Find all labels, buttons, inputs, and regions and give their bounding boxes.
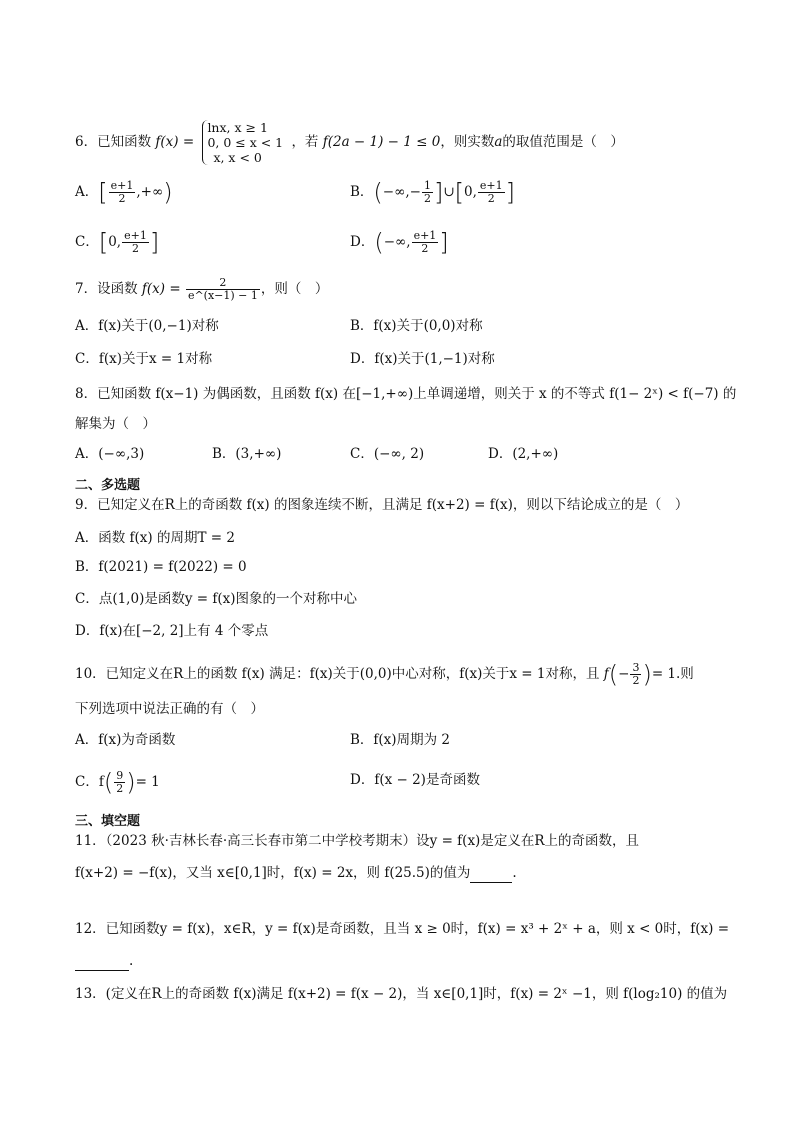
question-7-stem (75, 277, 328, 302)
q10-option-b: B．f(x)周期为 2 (350, 732, 450, 748)
section-fill-in-heading: 三、填空题 (75, 814, 141, 829)
q8-option-c: C．(−∞, 2) (350, 446, 425, 462)
q8-stem-line-2: 解集为（ ） (75, 416, 156, 432)
q11-stem-line-2 (75, 864, 517, 883)
q10-den: 2 (632, 674, 640, 687)
q9-stem: 9．已知定义在R上的奇函数 f(x) 的图象连续不断，且满足 f(x+2) = f(x)，则以下结论成立的是（ ） (75, 497, 689, 513)
q13-stem-line-1: 13．(定义在R上的奇函数 f(x)满足 f(x+2) = f(x − 2)，当 x∈[0,1]时，f(x) = 2ˣ −1，则 f(log₂10) 的值为 (75, 986, 728, 1002)
q6-stem-a: 已知函数 (97, 134, 152, 150)
bracket-icon: ] (439, 228, 449, 257)
q6-option-d: D．(−∞, $\frac{e+1}{2}$ ] (350, 228, 449, 257)
q12-end: . (129, 953, 134, 969)
q6-stem-c: ，则实数 (440, 134, 495, 150)
q8-option-a: A．(−∞,3) (75, 446, 145, 462)
q6-piece-1: lnx, x ≥ 1 (207, 120, 268, 135)
q6-b-fraction-1 (422, 180, 433, 205)
q11-answer-blank[interactable] (470, 864, 512, 883)
q11-line2-text: f(x+2) = −f(x)，又当 x∈[0,1]时，f(x) = 2x，则 f(25.5)的值为 (75, 865, 471, 881)
q10-stem-line-1: 10．已知定义在R上的函数 f(x) 满足：f(x)关于(0,0)中心对称，f(x)关于x = 1对称，且 f(− $\frac{3}{2}$ )= 1.则 (75, 660, 694, 689)
bracket-icon: ] (149, 228, 160, 257)
q9-option-a: A．函数 f(x) 的周期T = 2 (75, 530, 235, 546)
q6-number: 6． (75, 134, 98, 150)
q6-option-b: B．(−∞,− $\frac{1}{2}$ ]∪[0, $\frac{e+1}{2}$ ] (350, 178, 516, 207)
q10-stem-line-2: 下列选项中说法正确的有（ ） (75, 701, 264, 717)
q11-end: . (512, 865, 517, 881)
q10-c-label: C．f (75, 774, 104, 790)
q10-c-fraction (114, 770, 125, 795)
paren-icon: ( (373, 178, 383, 207)
paren-icon: ( (374, 228, 384, 257)
question-6-stem (75, 120, 624, 165)
q10-c-num: 9 (116, 769, 124, 782)
q10-num: 3 (632, 661, 640, 674)
q6-c-num: e+1 (124, 229, 147, 242)
q10-stem-a: 10．已知定义在R上的函数 f(x) 满足：f(x)关于(0,0)中心对称，f(x)关于x = 1对称，且 (75, 666, 600, 682)
q7-number: 7． (75, 281, 98, 297)
q6-c-fraction (122, 230, 149, 255)
q6-piece-2: 0, 0 ≤ x < 1 (207, 135, 284, 150)
q6-condition: f(2a − 1) − 1 ≤ 0 (322, 134, 441, 150)
q9-option-b: B．f(2021) = f(2022) = 0 (75, 559, 247, 575)
q6-b-den2: 2 (487, 192, 495, 205)
q6-c-den: 2 (131, 242, 139, 255)
q11-stem-line-1: 11．（2023 秋·吉林长春·高三长春市第二中学校考期末）设y = f(x)是定义在R上的奇函数，且 (75, 833, 639, 849)
q6-b-fraction-2 (478, 180, 505, 205)
paren-icon: ) (126, 768, 136, 797)
q7-stem-b: ，则（ ） (260, 281, 329, 297)
q12-stem-line-2 (75, 952, 133, 971)
q6-a-den: 2 (118, 192, 126, 205)
q6-b-den1: 2 (423, 192, 431, 205)
q6-function-name: f(x) = (155, 134, 195, 150)
q6-b-head: −∞,− (382, 184, 421, 200)
q12-answer-blank[interactable] (75, 952, 129, 971)
q7-option-d: D．f(x)关于(1,−1)对称 (350, 351, 495, 367)
q7-option-a: A．f(x)关于(0,−1)对称 (75, 318, 219, 334)
q6-d-den: 2 (421, 242, 429, 255)
q7-option-b: B．f(x)关于(0,0)对称 (350, 318, 483, 334)
paren-icon: ) (163, 178, 173, 207)
q7-option-c: C．f(x)关于x = 1对称 (75, 351, 213, 367)
q6-a-num: e+1 (110, 179, 134, 192)
q7-num: 2 (186, 277, 260, 290)
q6-a-fraction (109, 180, 136, 205)
paren-icon: ) (642, 660, 652, 689)
q6-option-a-label: A． (75, 184, 99, 200)
bracket-icon: [ (98, 228, 109, 257)
q6-a-tail: ,+∞ (136, 184, 164, 200)
q10-c-tail: = 1 (135, 774, 160, 790)
q9-option-d: D．f(x)在[−2, 2]上有 4 个零点 (75, 623, 269, 639)
bracket-icon: ] (505, 178, 516, 207)
q12-stem-line-1: 12．已知函数y = f(x)，x∈R，y = f(x)是奇函数，且当 x ≥ 0时，f(x) = x³ + 2ˣ + a，则 x < 0时，f(x) = (75, 921, 730, 937)
q6-piece-3: x, x < 0 (213, 150, 262, 165)
q10-f: f (603, 666, 609, 682)
q6-option-b-label: B． (350, 184, 374, 200)
q10-c-den: 2 (116, 782, 124, 795)
q6-b-union: ∪ (443, 184, 455, 200)
q7-stem-a: 设函数 (97, 281, 138, 297)
paren-icon: ( (103, 768, 114, 797)
q6-option-a (75, 180, 173, 205)
q6-b-num2: e+1 (479, 179, 503, 192)
q10-option-a: A．f(x)为奇函数 (75, 732, 176, 748)
q8-option-d: D．(2,+∞) (488, 446, 559, 462)
q8-stem-line-1: 8．已知函数 f(x−1) 为偶函数，且函数 f(x) 在[−1,+∞)上单调递增，则关于 x 的不等式 f(1− 2ˣ) < f(−7) 的 (75, 386, 737, 402)
q6-stem-b: ，若 (291, 134, 319, 150)
q9-option-c: C．点(1,0)是函数y = f(x)图象的一个对称中心 (75, 591, 357, 607)
bracket-icon: [ (454, 178, 465, 207)
q6-d-num: e+1 (413, 229, 437, 242)
q7-function-name: f(x) = (141, 281, 181, 297)
q6-option-c-label: C． (75, 234, 99, 250)
q10-fraction (630, 662, 641, 687)
paren-icon: ( (608, 660, 619, 689)
q6-piecewise (202, 120, 283, 165)
q6-option-d-label: D． (350, 234, 375, 250)
q6-stem-d: 的取值范围是（ ） (502, 134, 624, 150)
bracket-icon: [ (98, 178, 108, 207)
q7-den: e^(x−1) − 1 (187, 289, 258, 302)
q10-option-d: D．f(x − 2)是奇函数 (350, 772, 480, 788)
q6-variable: a (494, 134, 503, 150)
q7-fraction (186, 277, 260, 302)
q10-option-c (75, 770, 160, 795)
q6-b-num1: 1 (423, 179, 431, 192)
bracket-icon: ] (433, 178, 444, 207)
q6-option-c: C．[0, $\frac{e+1}{2}$ ] (75, 228, 160, 257)
section-multiple-choice-heading: 二、多选题 (75, 478, 141, 493)
q6-d-fraction (412, 230, 439, 255)
q10-stem-b: = 1.则 (651, 666, 694, 682)
q8-option-b: B．(3,+∞) (212, 446, 282, 462)
